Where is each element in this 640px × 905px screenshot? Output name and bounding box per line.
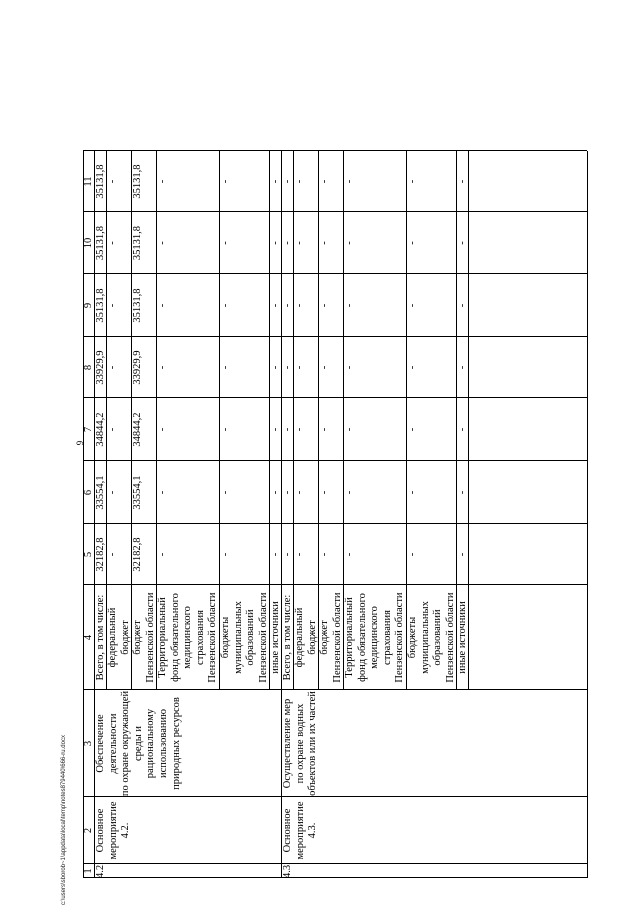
value-cell-text: - <box>407 179 418 184</box>
value-cell-text: - <box>157 179 168 184</box>
header-cell-7-text: 7 <box>82 426 94 433</box>
value-cell-text: - <box>107 179 118 184</box>
source-cell <box>457 585 468 690</box>
value-cell-text: - <box>270 179 281 184</box>
header-cell-9 <box>84 274 94 337</box>
column-border-5 <box>83 523 587 524</box>
column-border-6 <box>83 460 587 461</box>
source-cell-text: федеральный бюджет <box>294 607 318 668</box>
value-cell-text: - <box>270 427 281 432</box>
value-cell-text: - <box>220 303 231 308</box>
value-cell <box>107 524 131 585</box>
header-cell-8 <box>84 337 94 398</box>
value-cell <box>157 524 219 585</box>
value-cell <box>157 212 219 274</box>
value-cell <box>457 398 468 461</box>
value-cell <box>294 151 318 212</box>
page-number: 9 <box>75 440 85 446</box>
source-cell <box>220 585 269 690</box>
value-cell-text: 33929,9 <box>132 350 143 385</box>
value-cell <box>132 274 156 337</box>
header-cell-1 <box>84 864 94 878</box>
value-cell <box>407 398 456 461</box>
value-cell-text: - <box>270 241 281 245</box>
value-cell <box>132 524 156 585</box>
value-cell-text: - <box>457 427 468 432</box>
value-cell-text: - <box>407 241 418 245</box>
value-cell <box>407 461 456 524</box>
value-cell-text: - <box>294 365 305 370</box>
source-cell-text: бюджет Пензенской области <box>319 592 343 683</box>
value-cell-text: - <box>220 490 231 495</box>
value-cell <box>407 274 456 337</box>
value-cell <box>95 337 106 398</box>
value-cell <box>407 524 456 585</box>
value-cell <box>457 151 468 212</box>
value-cell-text: - <box>319 303 330 308</box>
value-cell <box>319 212 343 274</box>
value-cell-text: - <box>157 427 168 432</box>
value-cell <box>319 151 343 212</box>
value-cell-text: - <box>107 427 118 432</box>
value-cell <box>319 524 343 585</box>
value-cell-text: - <box>457 303 468 308</box>
source-cell-text: бюджет Пензенской области <box>132 592 156 683</box>
header-cell-5 <box>84 524 94 585</box>
source-cell-text: Территориальный фонд обязательного медицинского страхования Пензенской области <box>157 592 219 683</box>
value-cell-text: - <box>407 427 418 432</box>
value-cell-text: - <box>319 552 330 557</box>
event-description-cell <box>282 690 587 797</box>
column-border-11 <box>83 150 587 151</box>
value-cell-text: - <box>157 552 168 557</box>
value-cell-text: 34844,2 <box>132 412 143 447</box>
value-cell-text: - <box>319 490 330 495</box>
value-cell-text: 35131,8 <box>95 225 106 261</box>
value-cell <box>132 151 156 212</box>
value-cell <box>344 461 406 524</box>
source-cell <box>407 585 456 690</box>
value-cell <box>270 151 281 212</box>
value-cell-text: 34844,2 <box>95 412 106 447</box>
source-cell-text: Всего, в том числе: <box>282 594 293 681</box>
value-cell-text: - <box>457 490 468 495</box>
value-cell-text: - <box>282 179 293 184</box>
value-cell <box>294 212 318 274</box>
value-cell <box>319 274 343 337</box>
value-cell <box>220 337 269 398</box>
value-cell-text: - <box>270 303 281 308</box>
value-cell-text: - <box>407 552 418 557</box>
value-cell <box>107 461 131 524</box>
row-number-cell-text: 4.3. <box>282 862 293 878</box>
value-cell-text: - <box>319 427 330 432</box>
source-cell-text: федеральный бюджет <box>107 607 131 668</box>
header-cell-6-text: 6 <box>82 489 94 496</box>
value-cell <box>319 337 343 398</box>
value-cell <box>294 274 318 337</box>
value-cell-text: - <box>294 303 305 308</box>
value-cell <box>270 461 281 524</box>
source-cell <box>319 585 343 690</box>
value-cell-text: - <box>344 490 355 495</box>
header-cell-6 <box>84 461 94 524</box>
value-cell-text: - <box>319 241 330 245</box>
value-cell <box>132 212 156 274</box>
value-cell <box>407 337 456 398</box>
value-cell-text: - <box>344 303 355 308</box>
source-cell-text: Всего, в том числе: <box>95 594 106 681</box>
value-cell-text: 35131,8 <box>95 164 106 199</box>
value-cell-text: - <box>457 365 468 370</box>
row-border <box>468 151 469 690</box>
value-cell <box>132 398 156 461</box>
value-cell <box>270 398 281 461</box>
value-cell <box>220 524 269 585</box>
value-cell-text: - <box>407 365 418 370</box>
value-cell <box>220 274 269 337</box>
value-cell-text: - <box>282 365 293 370</box>
header-cell-10 <box>84 212 94 274</box>
value-cell-text: - <box>270 490 281 495</box>
value-cell <box>220 212 269 274</box>
event-description-cell-text: Осуществление мер по охране водных объектов или их частей <box>282 691 319 796</box>
header-cell-2-text: 2 <box>82 827 94 834</box>
value-cell-text: - <box>107 365 118 370</box>
column-border-7 <box>83 397 587 398</box>
value-cell <box>270 337 281 398</box>
value-cell <box>95 524 106 585</box>
group-border <box>587 690 588 878</box>
event-name-cell <box>282 797 587 864</box>
value-cell <box>282 337 293 398</box>
value-cell <box>294 337 318 398</box>
value-cell <box>95 212 106 274</box>
source-cell <box>344 585 406 690</box>
value-cell <box>282 212 293 274</box>
value-cell <box>457 274 468 337</box>
value-cell <box>344 274 406 337</box>
value-cell <box>457 337 468 398</box>
value-cell-text: 33554,1 <box>95 475 106 510</box>
source-cell <box>157 585 219 690</box>
value-cell <box>294 398 318 461</box>
value-cell-text: - <box>157 241 168 245</box>
source-cell-text: бюджеты муниципальных образований Пензенской области <box>220 592 269 683</box>
source-cell-text: бюджеты муниципальных образований Пензенской области <box>407 592 456 683</box>
value-cell <box>457 461 468 524</box>
value-cell-text: - <box>107 241 118 245</box>
value-cell-text: - <box>107 552 118 557</box>
value-cell-text: - <box>407 303 418 308</box>
value-cell-text: - <box>157 303 168 308</box>
header-cell-11-text: 11 <box>82 176 94 187</box>
source-cell <box>95 585 106 690</box>
value-cell <box>220 461 269 524</box>
value-cell <box>220 398 269 461</box>
value-cell-text: - <box>344 552 355 557</box>
value-cell <box>282 398 293 461</box>
value-cell-text: - <box>294 179 305 184</box>
column-border-10 <box>83 211 587 212</box>
value-cell <box>95 461 106 524</box>
value-cell-text: 35131,8 <box>132 164 143 199</box>
value-cell-text: - <box>294 490 305 495</box>
value-cell-text: - <box>319 365 330 370</box>
value-cell <box>270 274 281 337</box>
value-cell <box>282 461 293 524</box>
header-cell-4 <box>84 585 94 690</box>
value-cell-text: - <box>220 552 231 557</box>
value-cell-text: - <box>294 241 305 245</box>
value-cell-text: - <box>457 179 468 184</box>
column-border-3 <box>83 689 587 690</box>
value-cell-text: - <box>344 365 355 370</box>
value-cell-text: 33554,1 <box>132 475 143 510</box>
value-cell-text: - <box>282 552 293 557</box>
value-cell <box>95 151 106 212</box>
column-border-1 <box>83 863 587 864</box>
header-cell-7 <box>84 398 94 461</box>
value-cell <box>107 212 131 274</box>
value-cell <box>157 151 219 212</box>
column-border-4 <box>83 584 587 585</box>
value-cell-text: - <box>294 552 305 557</box>
value-cell <box>270 524 281 585</box>
source-cell-text: иные источники <box>457 601 468 674</box>
column-border-8 <box>83 336 587 337</box>
source-cell <box>107 585 131 690</box>
value-cell <box>107 274 131 337</box>
source-cell <box>294 585 318 690</box>
value-cell-text: - <box>107 303 118 308</box>
value-cell <box>457 524 468 585</box>
value-cell <box>282 524 293 585</box>
header-cell-2 <box>84 797 94 864</box>
value-cell-text: - <box>270 365 281 370</box>
value-cell <box>344 524 406 585</box>
header-cell-9-text: 9 <box>82 302 94 309</box>
source-cell-text: иные источники <box>270 601 281 674</box>
value-cell <box>157 398 219 461</box>
value-cell-text: 35131,8 <box>95 288 106 323</box>
value-cell <box>282 274 293 337</box>
header-cell-3-text: 3 <box>82 740 94 747</box>
value-cell-text: - <box>344 427 355 432</box>
group-border <box>587 151 588 690</box>
header-cell-3 <box>84 690 94 797</box>
value-cell-text: - <box>319 179 330 184</box>
column-border-2 <box>83 796 587 797</box>
value-cell <box>107 151 131 212</box>
value-cell <box>132 337 156 398</box>
value-cell <box>107 398 131 461</box>
budget-table <box>82 23 588 878</box>
value-cell-text: - <box>457 552 468 557</box>
value-cell <box>282 151 293 212</box>
row-number-cell-text: 4.2. <box>95 862 106 878</box>
column-border-9 <box>83 273 587 274</box>
value-cell-text: 35131,8 <box>132 225 143 261</box>
value-cell-text: - <box>220 241 231 245</box>
value-cell-text: 32182,8 <box>95 537 106 572</box>
value-cell-text: - <box>282 241 293 245</box>
header-cell-8-text: 8 <box>82 364 94 371</box>
value-cell-text: - <box>282 490 293 495</box>
header-cell-1-text: 1 <box>82 868 94 874</box>
event-description-cell <box>95 690 281 797</box>
value-cell-text: - <box>270 552 281 557</box>
header-cell-10-text: 10 <box>82 237 94 249</box>
value-cell-text: 35131,8 <box>132 288 143 323</box>
header-cell-11 <box>84 151 94 212</box>
value-cell <box>344 398 406 461</box>
value-cell-text: - <box>282 303 293 308</box>
value-cell <box>95 398 106 461</box>
value-cell-text: - <box>407 490 418 495</box>
value-cell-text: - <box>220 365 231 370</box>
row-number-cell <box>282 864 587 878</box>
value-cell <box>319 461 343 524</box>
source-cell <box>282 585 293 690</box>
value-cell <box>319 398 343 461</box>
value-cell <box>95 274 106 337</box>
value-cell-text: 32182,8 <box>132 537 143 572</box>
value-cell <box>294 461 318 524</box>
event-name-cell <box>95 797 281 864</box>
source-cell <box>132 585 156 690</box>
value-cell <box>157 461 219 524</box>
value-cell-text: - <box>344 241 355 245</box>
value-cell-text: - <box>344 179 355 184</box>
header-cell-4-text: 4 <box>82 634 94 641</box>
value-cell-text: - <box>220 179 231 184</box>
value-cell-text: - <box>107 490 118 495</box>
value-cell <box>270 212 281 274</box>
value-cell <box>407 151 456 212</box>
event-description-cell-text: Обеспечение деятельности по охране окружающей среды и рациональному использованию природных ресурсов <box>95 690 182 797</box>
value-cell <box>132 461 156 524</box>
row-number-cell <box>95 864 281 878</box>
value-cell <box>294 524 318 585</box>
value-cell <box>107 337 131 398</box>
value-cell <box>344 212 406 274</box>
source-cell-text: Территориальный фонд обязательного медицинского страхования Пензенской области <box>344 592 406 683</box>
file-path-footer: c:\users\sborob~1\appdata\local\temp\notes879440\666-ru.docx <box>61 735 67 905</box>
value-cell-text: 33929,9 <box>95 350 106 385</box>
value-cell <box>344 337 406 398</box>
event-name-cell-text: Основное мероприятие 4.3. <box>282 801 319 860</box>
event-name-cell-text: Основное мероприятие 4.2. <box>95 801 132 860</box>
value-cell <box>457 212 468 274</box>
value-cell <box>407 212 456 274</box>
value-cell <box>157 274 219 337</box>
column-border-0 <box>83 877 587 878</box>
value-cell-text: - <box>457 241 468 245</box>
value-cell <box>220 151 269 212</box>
value-cell-text: - <box>282 427 293 432</box>
value-cell <box>344 151 406 212</box>
value-cell-text: - <box>157 365 168 370</box>
value-cell-text: - <box>220 427 231 432</box>
value-cell <box>157 337 219 398</box>
value-cell-text: - <box>157 490 168 495</box>
value-cell-text: - <box>294 427 305 432</box>
header-cell-5-text: 5 <box>82 551 94 558</box>
source-cell <box>270 585 281 690</box>
